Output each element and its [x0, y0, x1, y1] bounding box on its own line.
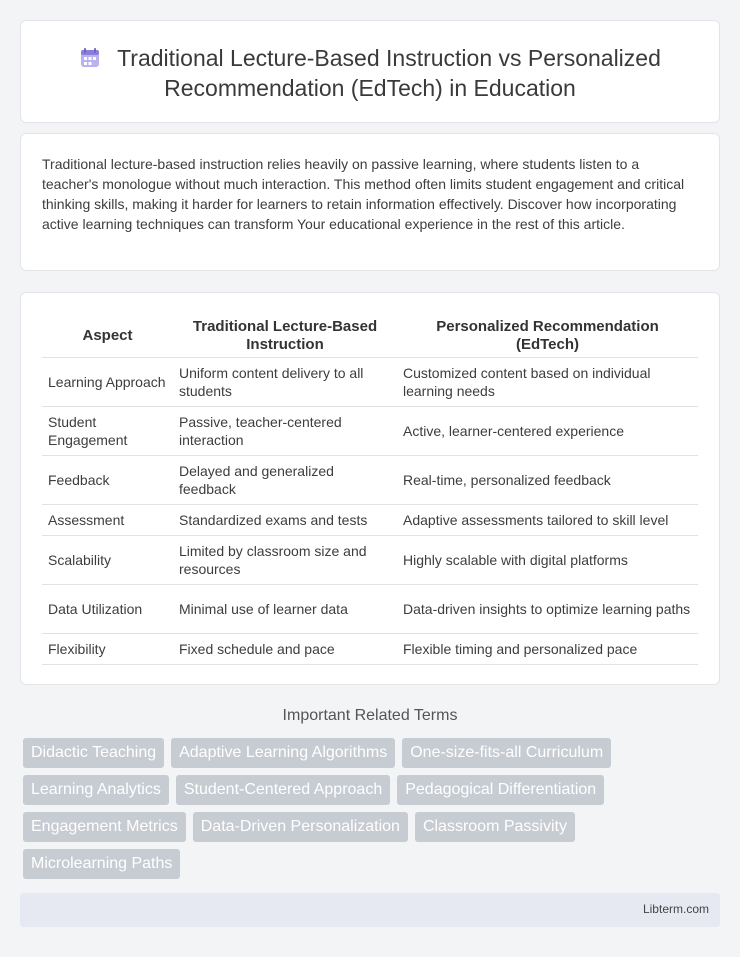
header-personalized: Personalized Recommendation (EdTech)	[397, 315, 698, 358]
row-traditional: Passive, teacher-centered interaction	[173, 407, 397, 456]
footer-site-link[interactable]: Libterm.com	[642, 902, 709, 916]
row-traditional: Uniform content delivery to all students	[173, 358, 397, 407]
table-row	[42, 505, 698, 536]
header-aspect: Aspect	[42, 315, 173, 358]
comparison-table	[42, 315, 698, 665]
row-aspect: Learning Approach	[42, 358, 173, 407]
related-term-tag[interactable]: One-size-fits-all Curriculum	[402, 738, 611, 768]
row-traditional: Minimal use of learner data	[173, 585, 397, 634]
table-row	[42, 407, 698, 456]
page-title: Traditional Lecture-Based Instruction vs Personalized Recommendation (EdTech) in Education	[117, 45, 661, 101]
title-card	[20, 20, 720, 123]
row-personalized: Real-time, personalized feedback	[397, 456, 698, 505]
row-personalized: Active, learner-centered experience	[397, 407, 698, 456]
related-term-tag[interactable]: Adaptive Learning Algorithms	[171, 738, 395, 768]
related-terms-title: Important Related Terms	[282, 707, 458, 724]
row-traditional: Delayed and generalized feedback	[173, 456, 397, 505]
row-personalized: Highly scalable with digital platforms	[397, 536, 698, 585]
related-term-tag[interactable]: Classroom Passivity	[415, 812, 575, 842]
related-term-tag[interactable]: Pedagogical Differentiation	[397, 775, 604, 805]
related-terms-list	[23, 738, 723, 879]
row-aspect: Assessment	[42, 505, 173, 536]
footer	[20, 893, 720, 927]
intro-card	[20, 133, 720, 271]
header-traditional: Traditional Lecture-Based Instruction	[173, 315, 397, 358]
intro-paragraph: Traditional lecture-based instruction relies heavily on passive learning, where students listen to a teacher's monologue without much interaction. This method often limits student engagement and critical thinking skills, making it harder for learners to retain information effectively. Discover how incorporating active learning techniques can transform Your educational experience in the rest of this article.	[42, 156, 685, 232]
row-aspect: Data Utilization	[42, 585, 173, 634]
row-aspect: Flexibility	[42, 634, 173, 665]
calendar-icon	[79, 47, 101, 69]
table-row	[42, 536, 698, 585]
table-row	[42, 634, 698, 665]
related-term-tag[interactable]: Didactic Teaching	[23, 738, 164, 768]
row-personalized: Customized content based on individual learning needs	[397, 358, 698, 407]
related-term-tag[interactable]: Microlearning Paths	[23, 849, 180, 879]
comparison-card	[20, 292, 720, 685]
row-traditional: Fixed schedule and pace	[173, 634, 397, 665]
related-term-tag[interactable]: Data-Driven Personalization	[193, 812, 408, 842]
row-personalized: Adaptive assessments tailored to skill level	[397, 505, 698, 536]
related-term-tag[interactable]: Engagement Metrics	[23, 812, 186, 842]
table-row	[42, 358, 698, 407]
table-header-row	[42, 315, 698, 358]
row-aspect: Scalability	[42, 536, 173, 585]
row-aspect: Student Engagement	[42, 407, 173, 456]
table-row	[42, 585, 698, 634]
page-title-wrap	[21, 43, 719, 103]
related-term-tag[interactable]: Student-Centered Approach	[176, 775, 390, 805]
row-personalized: Flexible timing and personalized pace	[397, 634, 698, 665]
row-traditional: Limited by classroom size and resources	[173, 536, 397, 585]
row-traditional: Standardized exams and tests	[173, 505, 397, 536]
row-aspect: Feedback	[42, 456, 173, 505]
row-personalized: Data-driven insights to optimize learning paths	[397, 585, 698, 634]
table-row	[42, 456, 698, 505]
related-term-tag[interactable]: Learning Analytics	[23, 775, 169, 805]
